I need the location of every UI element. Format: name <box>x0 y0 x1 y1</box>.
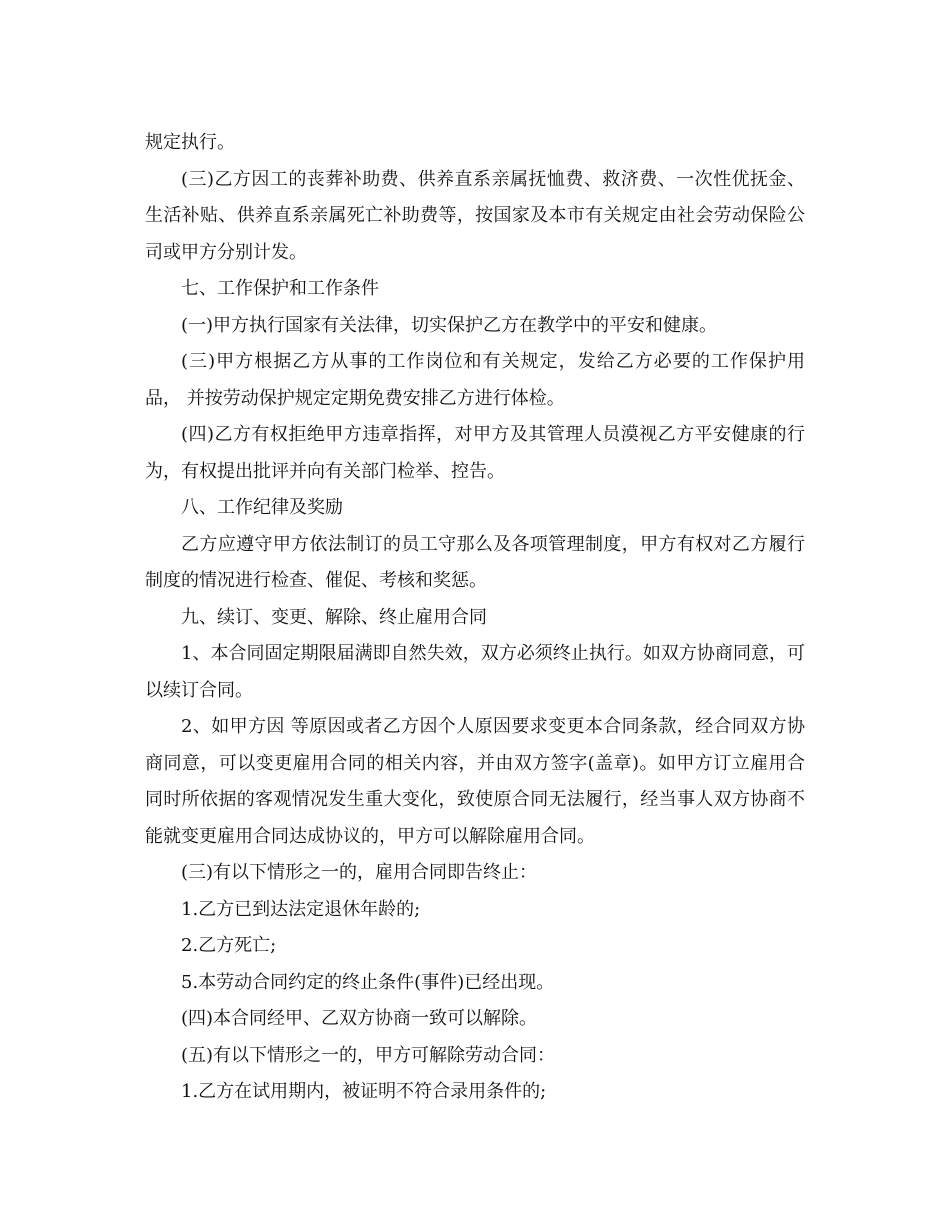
document-body <box>145 125 805 1111</box>
section-heading: 七、工作保护和工作条件 <box>181 278 379 299</box>
paragraph-item: (三)乙方因工的丧葬补助费、供养直系亲属抚恤费、救济费、一次性优抚金、生活补贴、供养直系亲属死亡补助费等，按国家及本市有关规定由社会劳动保险公司或甲方分别计发。 <box>145 168 805 263</box>
paragraph-item: (五)有以下情形之一的，甲方可解除劳动合同： <box>181 1044 556 1066</box>
list-item: 5.本劳动合同约定的终止条件(事件)已经出现。 <box>181 971 555 993</box>
section-heading: 九、续订、变更、解除、终止雇用合同 <box>181 606 487 628</box>
paragraph-item: (三)有以下情形之一的，雇用合同即告终止： <box>181 862 538 883</box>
section-heading: 八、工作纪律及奖励 <box>181 497 343 518</box>
list-item: 2.乙方死亡; <box>181 935 277 956</box>
paragraph-item: 乙方应遵守甲方依法制订的员工守那么及各项管理制度，甲方有权对乙方履行制度的情况进行检查、催促、考核和奖惩。 <box>145 533 805 591</box>
paragraph-item: (四)本合同经甲、乙双方协商一致可以解除。 <box>181 1008 538 1029</box>
paragraph-item: (四)乙方有权拒绝甲方违章指挥，对甲方及其管理人员漠视乙方平安健康的行为，有权提出批评并向有关部门检举、控告。 <box>145 424 805 482</box>
paragraph-continuation: 规定执行。 <box>145 132 235 153</box>
paragraph-item: 1、本合同固定期限届满即自然失效，双方必须终止执行。如双方协商同意，可以续订合同。 <box>145 643 805 701</box>
paragraph-item: (一)甲方执行国家有关法律，切实保护乙方在教学中的平安和健康。 <box>181 314 718 336</box>
paragraph-item: (三)甲方根据乙方从事的工作岗位和有关规定，发给乙方必要的工作保护用品， 并按劳动保护规定定期免费安排乙方进行体检。 <box>145 351 805 409</box>
list-item: 1.乙方在试用期内，被证明不符合录用条件的; <box>181 1081 547 1102</box>
list-item: 1.乙方已到达法定退休年龄的; <box>181 898 421 920</box>
paragraph-item: 2、如甲方因 等原因或者乙方因个人原因要求变更本合同条款，经合同双方协商同意，可以变更雇用合同的相关内容，并由双方签字(盖章)。如甲方订立雇用合同时所依据的客观情况发生重大变化，致使原合同无法履行，经当事人双方协商不能就变更雇用合同达成协议的，甲方可以解除雇用合同。 <box>145 716 805 847</box>
